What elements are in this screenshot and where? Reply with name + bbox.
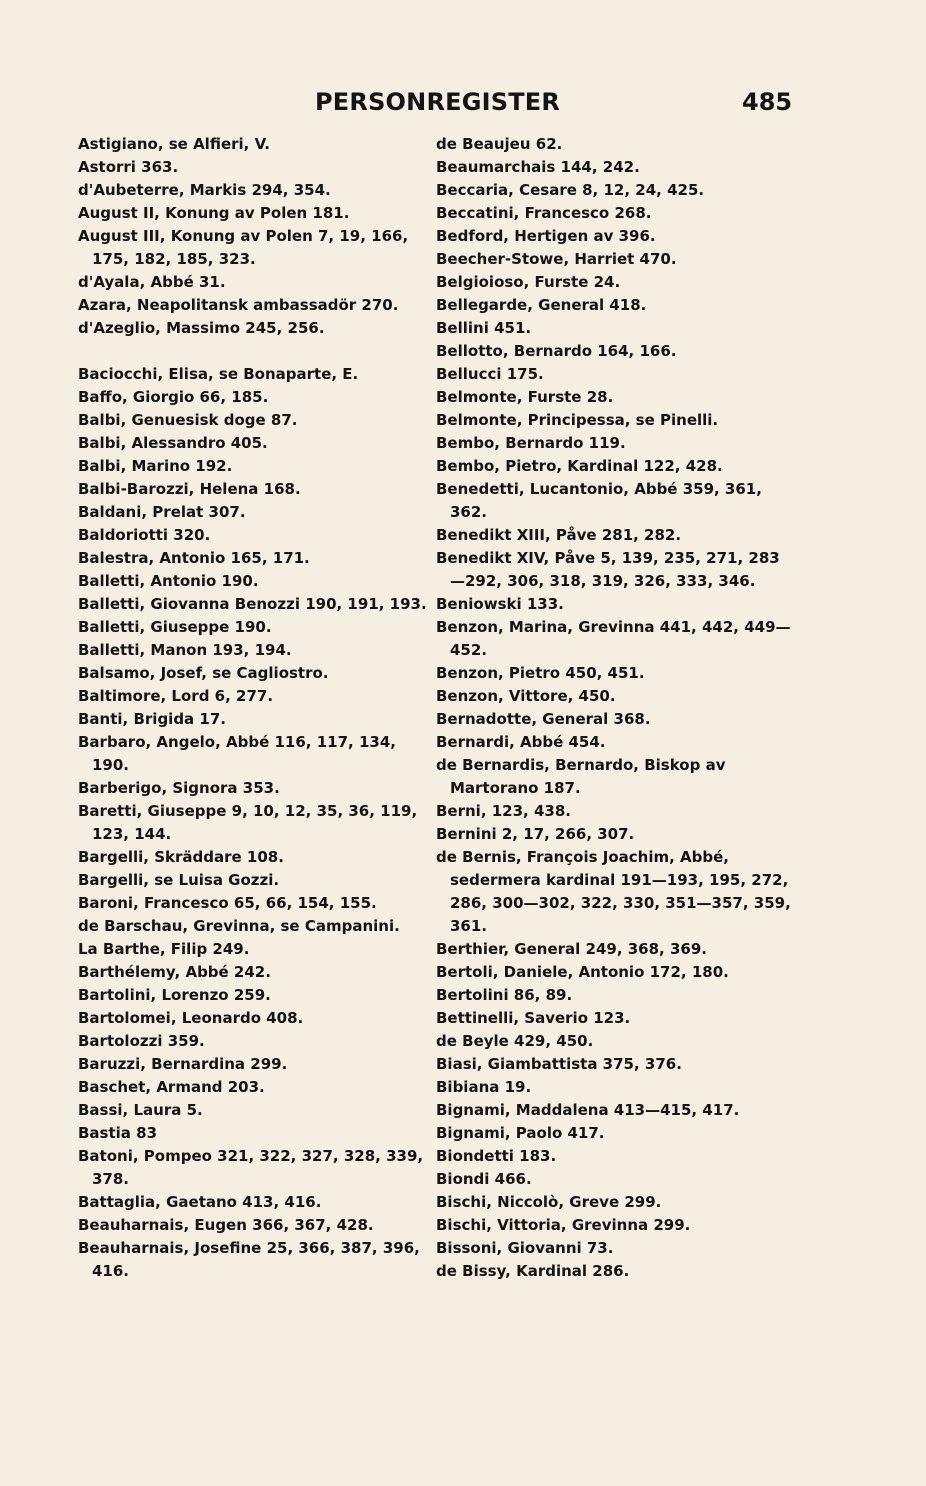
index-entry: Bartolozzi 359. [78,1032,205,1050]
index-entry: Astorri 363. [78,158,179,176]
index-entry: Berthier, General 249, 368, 369. [436,940,707,958]
index-entry: Bartolini, Lorenzo 259. [78,986,271,1004]
index-entry: d'Azeglio, Massimo 245, 256. [78,319,325,337]
index-entry: de Bernis, François Joachim, Abbé, sedermera kardinal 191—193, 195, 272, 286, 300—302, 322, 330, 351—357, 359, 361. [436,848,791,935]
index-entry: Belgioioso, Furste 24. [436,273,621,291]
index-entry: Balletti, Antonio 190. [78,572,259,590]
index-entry: August II, Konung av Polen 181. [78,204,350,222]
index-entry: Berni, 123, 438. [436,802,571,820]
running-title: PERSONREGISTER [315,88,561,116]
index-entry: Bedford, Hertigen av 396. [436,227,656,245]
index-entry: Benedikt XIII, Påve 281, 282. [436,526,682,544]
index-entry: Bernini 2, 17, 266, 307. [436,825,635,843]
index-entry: Baruzzi, Bernardina 299. [78,1055,288,1073]
index-entry: Bischi, Vittoria, Grevinna 299. [436,1216,691,1234]
index-entry: Bibiana 19. [436,1078,532,1096]
index-entry: Balbi-Barozzi, Helena 168. [78,480,301,498]
index-entry: Balbi, Genuesisk doge 87. [78,411,298,429]
index-entry: Balletti, Giuseppe 190. [78,618,272,636]
index-entry: Benedetti, Lucantonio, Abbé 359, 361, 362. [436,480,762,521]
index-entry: Bellegarde, General 418. [436,296,647,314]
index-entry: Bellucci 175. [436,365,544,383]
index-entry: Baltimore, Lord 6, 277. [78,687,274,705]
index-entry: Beccaria, Cesare 8, 12, 24, 425. [436,181,705,199]
section-gap [78,340,430,363]
index-entry: Bertoli, Daniele, Antonio 172, 180. [436,963,729,981]
index-entry: Barthélemy, Abbé 242. [78,963,271,981]
index-entry: Barbaro, Angelo, Abbé 116, 117, 134, 190. [78,733,396,774]
index-entry: Baretti, Giuseppe 9, 10, 12, 35, 36, 119, 123, 144. [78,802,418,843]
index-entry: Bellotto, Bernardo 164, 166. [436,342,677,360]
index-entry: Bissoni, Giovanni 73. [436,1239,614,1257]
index-entry: Bignami, Paolo 417. [436,1124,605,1142]
index-entry: Battaglia, Gaetano 413, 416. [78,1193,322,1211]
index-entry: Balbi, Alessandro 405. [78,434,268,452]
index-entry: Benzon, Vittore, 450. [436,687,616,705]
index-entry: La Barthe, Filip 249. [78,940,250,958]
index-entry: Bellini 451. [436,319,532,337]
index-entry: de Barschau, Grevinna, se Campanini. [78,917,400,935]
index-entry: Balletti, Manon 193, 194. [78,641,292,659]
index-entry: Baroni, Francesco 65, 66, 154, 155. [78,894,377,912]
index-entry: Beauharnais, Eugen 366, 367, 428. [78,1216,374,1234]
index-entry: August III, Konung av Polen 7, 19, 166, 175, 182, 185, 323. [78,227,409,268]
index-entry: Biasi, Giambattista 375, 376. [436,1055,682,1073]
index-entry: Balbi, Marino 192. [78,457,233,475]
index-entry: Beauharnais, Josefine 25, 366, 387, 396, 416. [78,1239,420,1280]
index-entry: Beccatini, Francesco 268. [436,204,652,222]
index-entry: Belmonte, Principessa, se Pinelli. [436,411,719,429]
index-entry: Barberigo, Signora 353. [78,779,280,797]
index-entry: Balletti, Giovanna Benozzi 190, 191, 193. [78,595,427,613]
page-number: 485 [742,88,793,116]
index-entry: Bembo, Pietro, Kardinal 122, 428. [436,457,723,475]
index-entry: Bignami, Maddalena 413—415, 417. [436,1101,740,1119]
index-entry: Balestra, Antonio 165, 171. [78,549,310,567]
index-entry: Belmonte, Furste 28. [436,388,614,406]
index-entry: Balsamo, Josef, se Cagliostro. [78,664,329,682]
index-entry: Bembo, Bernardo 119. [436,434,626,452]
index-entry: Baschet, Armand 203. [78,1078,265,1096]
index-entry: Bischi, Niccolò, Greve 299. [436,1193,662,1211]
index-entry: Benzon, Pietro 450, 451. [436,664,645,682]
index-entry: Baffo, Giorgio 66, 185. [78,388,269,406]
index-entry: Benzon, Marina, Grevinna 441, 442, 449—452. [436,618,791,659]
index-entry: Banti, Brigida 17. [78,710,226,728]
index-entry: Bettinelli, Saverio 123. [436,1009,631,1027]
index-entry: de Beyle 429, 450. [436,1032,594,1050]
index-entry: Bargelli, se Luisa Gozzi. [78,871,280,889]
index-entry: Azara, Neapolitansk ambassadör 270. [78,296,399,314]
index-entry: Baldani, Prelat 307. [78,503,246,521]
index-entry: Biondetti 183. [436,1147,557,1165]
index-entry: Baciocchi, Elisa, se Bonaparte, E. [78,365,359,383]
index-entry: Bernardi, Abbé 454. [436,733,606,751]
index-entry: Bertolini 86, 89. [436,986,573,1004]
page-header [0,88,926,124]
index-entry: Batoni, Pompeo 321, 322, 327, 328, 339, 378. [78,1147,424,1188]
index-entry: Astigiano, se Alfieri, V. [78,135,270,153]
index-entry: Baldoriotti 320. [78,526,211,544]
index-column-left [78,133,430,1283]
index-entry: Bartolomei, Leonardo 408. [78,1009,304,1027]
index-entry: Biondi 466. [436,1170,532,1188]
index-entry: Bernadotte, General 368. [436,710,651,728]
index-entry: de Bissy, Kardinal 286. [436,1262,630,1280]
index-entry: de Bernardis, Bernardo, Biskop av Martorano 187. [436,756,726,797]
index-entry: d'Aubeterre, Markis 294, 354. [78,181,331,199]
index-entry: d'Ayala, Abbé 31. [78,273,226,291]
index-entry: de Beaujeu 62. [436,135,563,153]
index-entry: Beecher-Stowe, Harriet 470. [436,250,677,268]
index-entry: Beniowski 133. [436,595,564,613]
index-entry: Bargelli, Skräddare 108. [78,848,284,866]
index-entry: Bastia 83 [78,1124,158,1142]
index-entry: Beaumarchais 144, 242. [436,158,640,176]
index-entry: Bassi, Laura 5. [78,1101,203,1119]
index-column-right [436,133,792,1283]
index-entry: Benedikt XIV, Påve 5, 139, 235, 271, 283—292, 306, 318, 319, 326, 333, 346. [436,549,780,590]
